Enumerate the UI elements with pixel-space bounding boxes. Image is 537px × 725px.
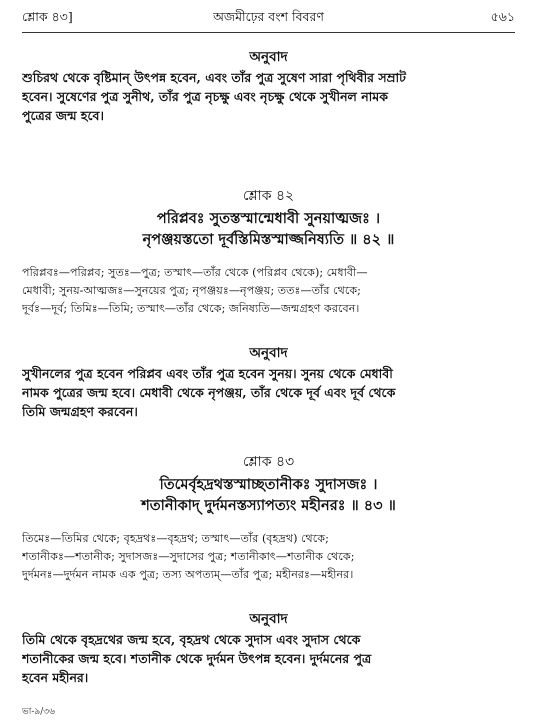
translation-line: হবেন। সুষেণের পুত্র সুনীথ, তাঁর পুত্র নৃচক্ষু এবং নৃচক্ষু থেকে সুখীনল নামক — [22, 89, 388, 104]
translation-line: শতানীকের জন্ম হবে। শতানীক থেকে দুর্দমন উৎপন্ন হবেন। দুর্দমনের পুত্র — [22, 651, 372, 666]
translation-heading-43: অনুবাদ — [249, 611, 288, 627]
verse-reference: শ্লোক ৪৩] — [22, 9, 73, 24]
header-divider — [22, 32, 515, 33]
synonym-line: দূর্বঃ—দূর্ব; তিমিঃ—তিমি; তস্মাৎ—তাঁর থেকে; জনিষ্যতি—জন্মগ্রহণ করবেন। — [22, 302, 360, 315]
translation-line: সুখীনলের পুত্র হবেন পরিপ্লব এবং তাঁর পুত্র হবেন সুনয়। সুনয় থেকে মেধাবী — [22, 366, 393, 381]
synonym-line: দুর্দমনঃ—দুর্দমন নামক এক পুত্র; তস্য অপত্যম্—তাঁর পুত্র; মহীনরঃ—মহীনর। — [22, 568, 354, 581]
translation-paragraph-42 — [22, 364, 515, 421]
verse-line: তিমের্বৃহদ্রথস্তস্মাচ্ছতানীকঃ সুদাসজঃ । — [159, 476, 378, 493]
signature-mark: ভা-৯/৩৬ — [22, 707, 55, 717]
synonym-line: পরিপ্লবঃ—পরিপ্লব; সুতঃ—পুত্র; তস্মাৎ—তাঁর থেকে (পরিপ্লব থেকে); মেধাবী— — [22, 266, 368, 279]
translation-line: তিমি থেকে বৃহদ্রথের জন্ম হবে, বৃহদ্রথ থেকে সুদাস এবং সুদাস থেকে — [22, 632, 361, 647]
page-number: ৫৬১ — [490, 9, 515, 24]
translation-line: শুচিরথ থেকে বৃষ্টিমান্ উৎপন্ন হবেন, এবং তাঁর পুত্র সুষেণ সারা পৃথিবীর সম্রাট — [22, 70, 406, 85]
verse-42-text — [40, 208, 497, 250]
verse-line: পরিপ্লবঃ সুতস্তস্মান্মেধাবী সুনয়াত্মজঃ । — [156, 210, 381, 227]
verse-line: শতানীকাদ্ দুর্দমনস্তস্যাপত্যং মহীনরঃ ॥ ৪৩ ॥ — [141, 497, 396, 514]
translation-paragraph-1 — [22, 68, 515, 125]
translation-line: পুত্রের জন্ম হবে। — [22, 108, 104, 123]
translation-line: হবেন মহীনর। — [22, 670, 89, 685]
synonym-line: তিমেঃ—তিমির থেকে; বৃহদ্রথঃ—বৃহদ্রথ; তস্মাৎ—তাঁর (বৃহদ্রথ) থেকে; — [22, 532, 329, 545]
verse-43-synonyms — [22, 530, 515, 584]
verse-43-title: শ্লোক ৪৩ — [242, 454, 295, 470]
chapter-title: অজমীঢ়ের বংশ বিবরণ — [213, 9, 324, 24]
verse-42-synonyms — [22, 264, 515, 318]
translation-line: নামক পুত্রের জন্ম হবে। মেধাবী থেকে নৃপঞ্জয়, তাঁর থেকে দূর্ব এবং দূর্ব থেকে — [22, 385, 396, 400]
verse-43-text — [40, 474, 497, 516]
synonym-line: শতানীকঃ—শতানীক; সুদাসজঃ—সুদাসের পুত্র; শতানীকাৎ—শতানীক থেকে; — [22, 550, 355, 563]
verse-line: নৃপঞ্জয়স্ততো দূর্বস্তিমিস্তস্মাজ্জনিষ্যতি ॥ ৪২ ॥ — [142, 231, 395, 248]
synonym-line: মেধাবী; সুনয়-আত্মজঃ—সুনয়ের পুত্র; নৃপঞ্জয়ঃ—নৃপঞ্জয়; ততঃ—তাঁর থেকে; — [22, 284, 361, 297]
page-header — [22, 8, 515, 30]
verse-42-title: শ্লোক ৪২ — [242, 188, 295, 204]
translation-paragraph-43 — [22, 630, 515, 687]
translation-line: তিমি জন্মগ্রহণ করবেন। — [22, 404, 138, 419]
translation-heading-1: অনুবাদ — [249, 49, 288, 65]
translation-heading-42: অনুবাদ — [249, 345, 288, 361]
